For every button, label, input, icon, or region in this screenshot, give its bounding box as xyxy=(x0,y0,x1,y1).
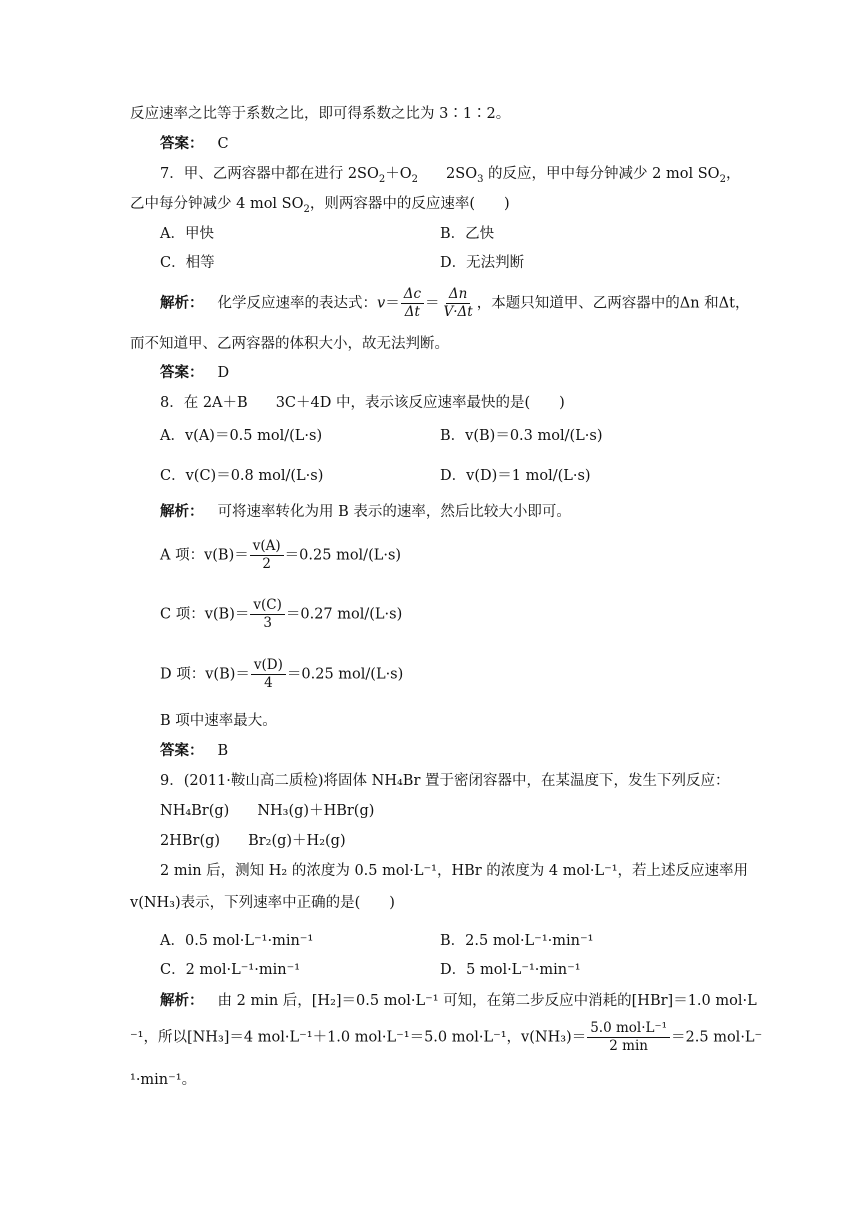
solution-8-d: D 项：v(B)＝ $\frac{v(D)}{4}$ ＝0.25 mol/(L·s) xyxy=(160,657,404,691)
fraction: $\frac{\Delta c}{\Delta t}$ xyxy=(401,286,424,321)
solution-label: 解析： xyxy=(160,294,204,312)
question-7: 7．甲、乙两容器中都在进行 $2SO_2+O_2$ $2SO_3$ 的反应，甲中每分钟减少 2 mol $SO_2$， xyxy=(160,166,741,185)
options-8-row2: C．v(C)＝0.8 mol/(L·s) D．v(D)＝1 mol/(L·s) xyxy=(160,468,591,484)
fraction: $\frac{v(A)}{2}$ xyxy=(250,538,284,573)
options-9-row2: C．2 mol·L⁻¹·min⁻¹ D．5 mol·L⁻¹·min⁻¹ xyxy=(160,962,581,978)
solution-8-end: B 项中速率最大。 xyxy=(160,713,277,729)
solution-8: 解析： 可将速率转化为用 B 表示的速率，然后比较大小即可。 xyxy=(160,503,571,520)
solution-7: 解析： 化学反应速率的表达式：v＝ $\frac{\Delta c}{\Delta t}$ ＝ $\frac{\Delta n}{V\cdot\Delta t}$ ，本题只知道甲、乙两容器中的Δn 和Δt， xyxy=(160,286,750,320)
answer-7: 答案： D xyxy=(160,364,230,381)
solution-9: 解析： 由 2 min 后，[H₂]＝0.5 mol·L⁻¹ 可知，在第二步反应中消耗的[HBr]＝1.0 mol·L xyxy=(160,992,757,1009)
reaction-1: NH₄Br(g) NH₃(g)＋HBr(g) xyxy=(160,803,375,819)
fraction: $\frac{v(D)}{4}$ xyxy=(251,657,286,692)
solution-8-a: A 项：v(B)＝ $\frac{v(A)}{2}$ ＝0.25 mol/(L·s) xyxy=(160,538,402,572)
options-9-row1: A．0.5 mol·L⁻¹·min⁻¹ B．2.5 mol·L⁻¹·min⁻¹ xyxy=(160,933,594,949)
reaction-2: 2HBr(g) Br₂(g)＋H₂(g) xyxy=(160,833,346,849)
solution-7-line2: 而不知道甲、乙两容器的体积大小，故无法判断。 xyxy=(130,336,449,352)
question-9-line2: 2 min 后，测知 H₂ 的浓度为 0.5 mol·L⁻¹，HBr 的浓度为 4 mol·L⁻¹，若上述反应速率用 xyxy=(160,863,749,879)
solution-8-c: C 项：v(B)＝ $\frac{v(C)}{3}$ ＝0.27 mol/(L·s) xyxy=(160,597,403,631)
fraction: $\frac{\text{5.0 mol·L⁻¹}}{2 \min}$ xyxy=(587,1020,670,1055)
question-7-line2: 乙中每分钟减少 4 mol $SO_2$，则两容器中的反应速率( ) xyxy=(130,196,510,215)
options-7-row1: A．甲快 B．乙快 xyxy=(160,226,495,242)
text-line: 反应速率之比等于系数之比，即可得系数之比为 3∶1∶2。 xyxy=(130,106,511,122)
solution-9-line3: ¹·min⁻¹。 xyxy=(130,1072,197,1088)
question-8: 8．在 2A＋B 3C＋4D 中，表示该反应速率最快的是( ) xyxy=(160,395,565,411)
answer-8: 答案： B xyxy=(160,742,229,759)
solution-9-line2: ⁻¹，所以[NH₃]＝4 mol·L⁻¹＋1.0 mol·L⁻¹＝5.0 mol·L⁻¹，v(NH₃)＝ $\frac{\text{5.0 mol·L⁻¹}}{2 \min}$ ＝2.5 mol·L⁻ xyxy=(130,1020,763,1054)
question-9-line3: v(NH₃)表示，下列速率中正确的是( ) xyxy=(130,895,395,911)
answer-label: 答案： xyxy=(160,135,204,152)
fraction: $\frac{\Delta n}{V\cdot\Delta t}$ xyxy=(443,286,473,320)
answer-6: 答案： C xyxy=(160,135,229,152)
options-7-row2: C．相等 D．无法判断 xyxy=(160,255,525,271)
options-8-row1: A．v(A)＝0.5 mol/(L·s) B．v(B)＝0.3 mol/(L·s) xyxy=(160,428,603,444)
question-9: 9．(2011·鞍山高二质检)将固体 NH₄Br 置于密闭容器中，在某温度下，发生下列反应： xyxy=(160,773,730,789)
fraction: $\frac{v(C)}{3}$ xyxy=(250,597,285,632)
